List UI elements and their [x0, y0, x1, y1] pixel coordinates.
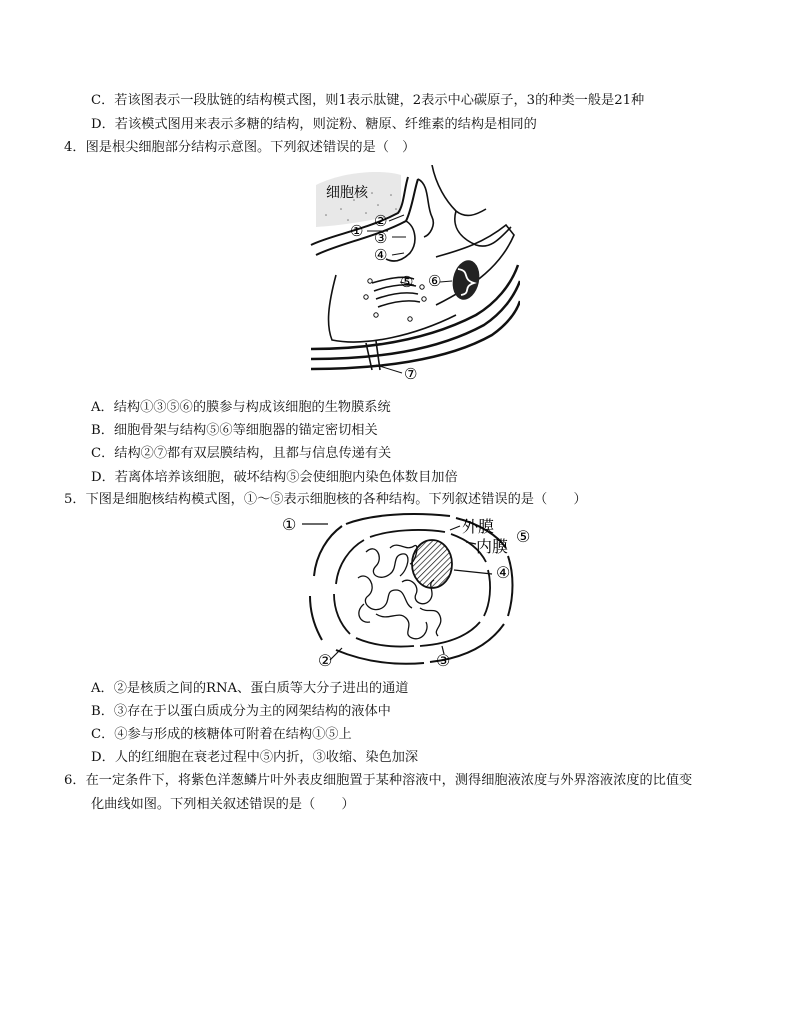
q3-option-d: D．若该模式图用来表示多糖的结构，则淀粉、糖原、纤维素的结构是相同的: [91, 117, 537, 132]
inner-membrane-label: 内膜: [476, 537, 509, 556]
marker-5: ⑤: [400, 273, 414, 291]
q5-option-a: A．②是核质之间的RNA、蛋白质等大分子进出的通道: [91, 681, 409, 696]
marker-2: ②: [374, 212, 388, 230]
q4-stem: 4．图是根尖细胞部分结构示意图。下列叙述错误的是（ ）: [64, 140, 416, 155]
q5-option-b: B．③存在于以蛋白质成分为主的网架结构的液体中: [91, 704, 391, 719]
marker-4: ④: [374, 246, 388, 264]
marker-6: ⑥: [428, 272, 442, 290]
q5-option-d: D．人的红细胞在衰老过程中⑤内折，③收缩、染色加深: [91, 750, 419, 765]
q5-stem: 5．下图是细胞核结构模式图，①～⑤表示细胞核的各种结构。下列叙述错误的是（ ）: [64, 492, 587, 507]
q4-option-a: A．结构①③⑤⑥的膜参与构成该细胞的生物膜系统: [91, 400, 391, 415]
marker-5: ⑤: [516, 527, 531, 546]
marker-7: ⑦: [404, 365, 418, 380]
nucleus-structure-diagram: [280, 512, 548, 670]
marker-2: ②: [318, 651, 333, 670]
nucleus-label: 细胞核: [326, 185, 368, 201]
q6-stem-line1: 6．在一定条件下，将紫色洋葱鳞片叶外表皮细胞置于某种溶液中，测得细胞液浓度与外界溶液浓度的比值变: [64, 773, 693, 788]
q4-option-b: B．细胞骨架与结构⑤⑥等细胞器的锚定密切相关: [91, 423, 378, 438]
marker-3: ③: [436, 651, 451, 670]
q5-option-c: C．④参与形成的核糖体可附着在结构①⑤上: [91, 727, 352, 742]
q4-option-c: C．结构②⑦都有双层膜结构，且都与信息传递有关: [91, 446, 392, 461]
nucleolus-shape: [412, 540, 452, 588]
marker-4: ④: [496, 563, 511, 582]
marker-1: ①: [282, 515, 297, 534]
marker-1: ①: [350, 222, 364, 240]
q4-option-d: D．若离体培养该细胞，破坏结构⑤会使细胞内染色体数目加倍: [91, 470, 458, 485]
q6-stem-line2: 化曲线如图。下列相关叙述错误的是（ ）: [91, 797, 355, 812]
outer-membrane-label: 外膜: [462, 517, 495, 536]
marker-3: ③: [374, 229, 388, 247]
q3-option-c: C．若该图表示一段肽链的结构模式图，则1表示肽键，2表示中心碳原子，3的种类一般是21种: [91, 93, 645, 108]
root-tip-cell-diagram: [306, 165, 520, 380]
